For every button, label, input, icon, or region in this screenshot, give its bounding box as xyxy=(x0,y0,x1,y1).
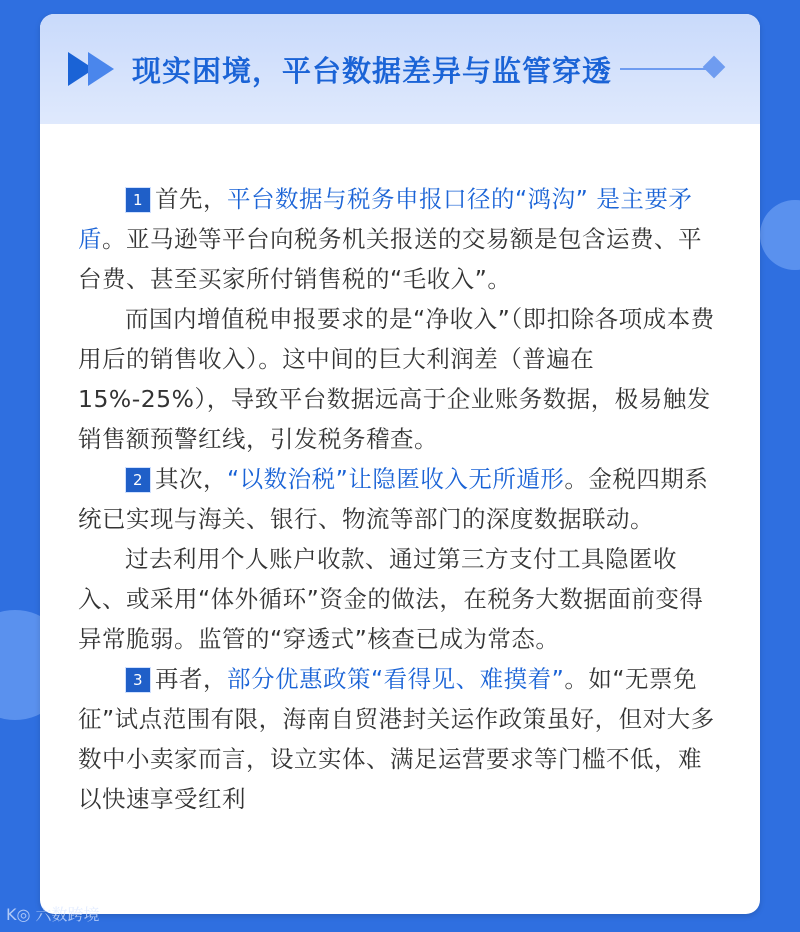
highlight-text: “以数治税”让隐匿收入无所遁形 xyxy=(227,465,565,493)
paragraph: 而国内增值税申报要求的是“净收入”（即扣除各项成本费用后的销售收入）。这中间的巨大利润差（普遍在15%-25%），导致平台数据远高于企业账务数据，极易触发销售额预警红线，引发税务稽查。 xyxy=(78,305,715,453)
page-title: 现实困境，平台数据差异与监管穿透 xyxy=(132,54,613,88)
paragraph: 过去利用个人账户收款、通过第三方支付工具隐匿收入、或采用“体外循环”资金的做法，在税务大数据面前变得异常脆弱。监管的“穿透式”核查已成为常态。 xyxy=(78,545,704,653)
number-badge: 3 xyxy=(125,667,151,693)
paragraph: 3 再者，部分优惠政策“看得见、难摸着”。如“无票免征”试点范围有限，海南自贸港封关运作政策虽好，但对大多数中小卖家而言，设立实体、满足运营要求等门槛不低，难以快速享受红利 xyxy=(78,665,715,813)
highlight-text: 平台数据与税务申报口径的“鸿沟” 是主要矛盾 xyxy=(78,185,693,253)
play-icon xyxy=(68,52,120,86)
number-badge: 1 xyxy=(125,187,151,213)
number-badge: 2 xyxy=(125,467,151,493)
decor-circle-right xyxy=(760,200,800,270)
content-card xyxy=(40,14,760,914)
highlight-text: 部分优惠政策“看得见、难摸着” xyxy=(227,665,565,693)
card-header xyxy=(40,14,760,124)
paragraph: 2 其次，“以数治税”让隐匿收入无所遁形。金税四期系统已实现与海关、银行、物流等部门的深度数据联动。 xyxy=(78,465,709,533)
paragraph: 1 首先，平台数据与税务申报口径的“鸿沟” 是主要矛盾。亚马逊等平台向税务机关报送的交易额是包含运费、平台费、甚至买家所付销售税的“毛收入”。 xyxy=(78,185,702,293)
header-divider xyxy=(620,68,710,70)
article-body xyxy=(78,179,724,819)
watermark: K◎ 六数跨境 xyxy=(6,905,100,924)
diamond-icon xyxy=(703,56,726,79)
